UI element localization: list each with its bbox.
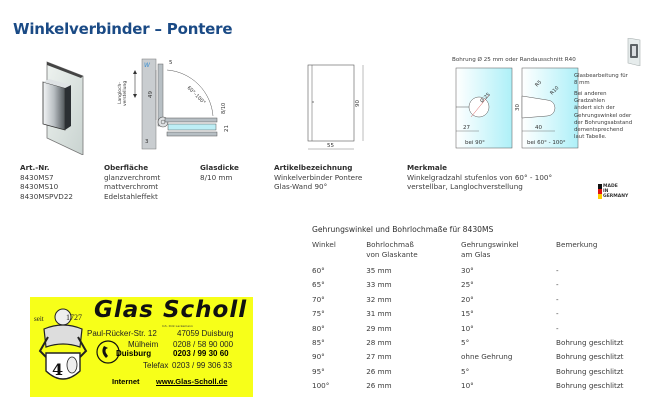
spec-art-nr [20, 163, 73, 201]
note-line: Gradzahlen [574, 98, 605, 105]
spec-value: 8/10 mm [200, 172, 233, 182]
table-header-row [312, 240, 665, 266]
since-year: 1727 [66, 313, 82, 322]
glass-processing-caption: Bohrung Ø 25 mm oder Randausschnitt R40 [452, 57, 576, 63]
dim-5: 5 [169, 60, 173, 66]
dim-glass: 8/10 [221, 102, 227, 114]
spec-value: glanzverchromt [104, 172, 161, 182]
table-row: 60° 35 mm 30° - [312, 266, 559, 275]
badge-line: GERMANY [603, 194, 629, 199]
spec-header: Artikelbezeichnung [274, 163, 353, 172]
product-photo-small [624, 38, 642, 66]
glass-note-1 [574, 73, 628, 87]
dim-21: 21 [224, 125, 230, 132]
address-city: 47059 Duisburg [177, 329, 234, 338]
spec-value: 8430MSPVD22 [20, 191, 73, 201]
spec-designation [274, 163, 362, 192]
svg-text:4: 4 [52, 360, 64, 379]
table-row: 100° 26 mm 10° Bohrung geschlitzt [312, 381, 624, 391]
note-line: Bei anderen [574, 91, 607, 97]
dim-width: 55 [327, 143, 334, 149]
hole-diameter: Ø 25 [479, 91, 492, 105]
dim-40: 40 [535, 125, 542, 131]
badge-line: IN [603, 189, 609, 194]
wall-label: W [144, 62, 150, 69]
angle-range-label: 60°–100° [185, 85, 207, 106]
table-row: 75° 31 mm 15° - [312, 309, 559, 319]
glass-processing-drawings [455, 67, 585, 149]
table-row: 65° 33 mm 25° - [312, 280, 559, 290]
dealer-logo [30, 297, 253, 397]
table-row: 70° 32 mm 20° - [312, 294, 559, 304]
phone-1-label: Mülheim [128, 340, 159, 349]
table-row: 95° 26 mm 5° Bohrung geschlitzt [312, 366, 624, 376]
badge-line: MADE [603, 184, 618, 189]
made-in-germany-badge [598, 184, 638, 199]
spec-value: Glas-Wand 90° [274, 182, 328, 192]
spec-value: 8430MS10 [20, 182, 59, 192]
col-header-hole: Bohrlochmaß von Glaskante [366, 240, 418, 259]
phone-2[interactable]: 0203 / 99 30 60 [173, 349, 229, 358]
spec-features [407, 163, 552, 192]
slot-label-2: verstellung [123, 80, 128, 106]
spec-header: Merkmale [407, 163, 448, 172]
spec-value: Edelstahleffekt [104, 191, 158, 201]
table-row: 85° 28 mm 5° Bohrung geschlitzt [312, 337, 624, 347]
slot-label-1: Langloch- [118, 82, 123, 104]
since-prefix: seit [34, 315, 44, 323]
label-90: bei 90° [465, 140, 485, 146]
front-view-drawing [305, 62, 375, 154]
spec-header: Oberfläche [104, 163, 149, 172]
note-line: ändert sich der [574, 105, 615, 112]
dim-27: 27 [463, 125, 470, 131]
dim-3: 3 [145, 139, 149, 145]
note-line: Glasbearbeitung für [574, 73, 628, 79]
spec-glass-thickness [200, 163, 239, 182]
website-link[interactable]: www.Glas-Scholl.de [156, 377, 228, 386]
spec-header: Art.-Nr. [20, 163, 50, 172]
radius-r10: R10 [549, 85, 561, 97]
address-street: Paul-Rücker-Str. 12 [87, 329, 157, 338]
spec-header: Glasdicke [200, 163, 239, 172]
table-row: 80° 29 mm 10° - [312, 323, 559, 333]
phone-1[interactable]: 0208 / 58 90 000 [173, 340, 234, 349]
dim-30: 30 [515, 104, 521, 111]
spec-value: 8430MS7 [20, 172, 54, 182]
mitre-table [312, 240, 665, 396]
dim-height: 90 [355, 100, 361, 107]
fax-label: Telefax [143, 361, 169, 370]
col-header-angle: Winkel [312, 240, 336, 249]
note-line: Gehrungswinkel oder [574, 112, 632, 119]
fax: 0203 / 99 306 33 [172, 361, 233, 370]
dim-49: 49 [148, 91, 154, 98]
glass-note-2 [574, 91, 632, 141]
owner-name: Inh. Dirk Lackemann [162, 324, 193, 328]
spec-value: Winkelgradzahl stufenlos von 60° - 100° [407, 172, 553, 182]
page-title: Winkelverbinder – Pontere [13, 20, 233, 38]
radius-r5: R5 [534, 79, 544, 89]
table-title: Gehrungswinkel und Bohrlochmaße für 8430MS [312, 225, 494, 234]
internet-label: Internet [112, 377, 140, 386]
side-view-drawing [115, 58, 240, 150]
spec-value: Winkelverbinder Pontere [274, 172, 363, 182]
note-line: dementsprechend [574, 127, 624, 134]
label-60-100: bei 60° - 100° [527, 140, 566, 146]
note-line: laut Tabelle. [574, 134, 607, 141]
table-row: 90° 27 mm ohne Gehrung Bohrung geschlitzt [312, 352, 624, 362]
spec-value: mattverchromt [104, 182, 159, 192]
note-line: 8 mm [574, 80, 590, 87]
spec-value: verstellbar, Langlochverstellung [407, 182, 523, 192]
col-header-remark: Bemerkung [556, 240, 598, 249]
phone-2-label: Duisburg [116, 349, 152, 358]
brand-name: Glas Scholl [94, 297, 248, 323]
spec-surface [104, 163, 160, 201]
col-header-mitre: Gehrungswinkel am Glas [461, 240, 519, 259]
note-line: der Bohrungsabstand [574, 119, 633, 126]
product-photo [35, 60, 90, 155]
flag-stripe-gold [598, 194, 602, 199]
